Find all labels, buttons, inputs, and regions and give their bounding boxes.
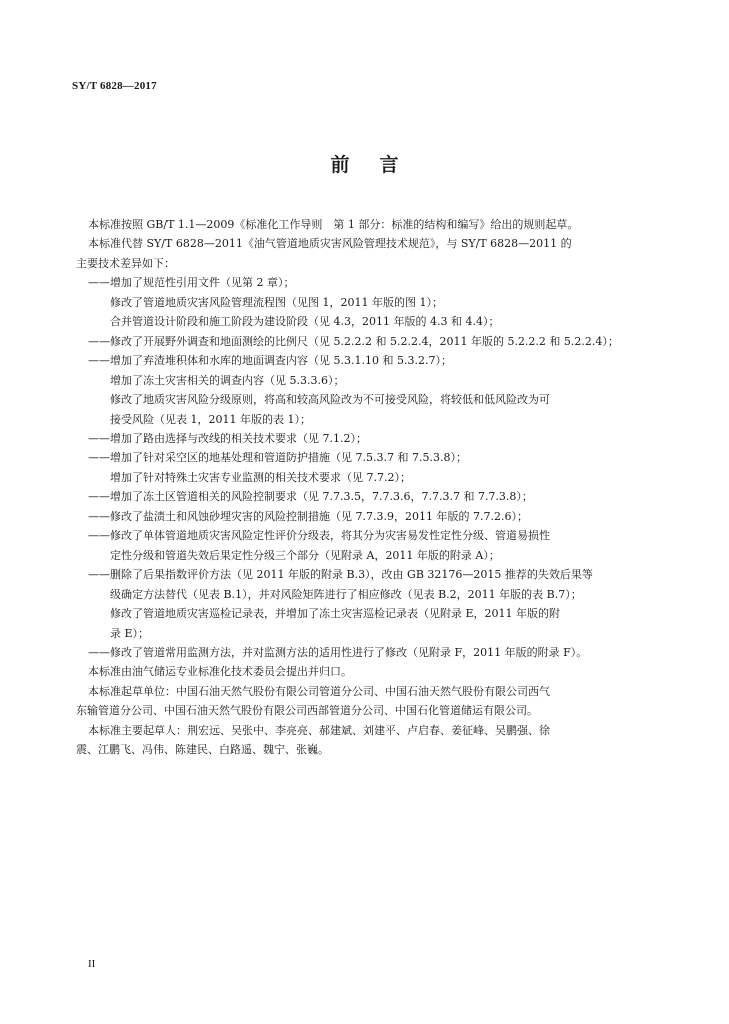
change-text: 合并管道设计阶段和施工阶段为建设阶段（见 4.3，2011 年版的 4.3 和 4.4）；	[110, 315, 500, 329]
change-text: 修改了管道常用监测方法，并对监测方法的适用性进行了修改（见附录 F，2011 年版的附录 F）。	[110, 645, 588, 659]
page-title	[0, 150, 729, 177]
dash-marker: ——	[88, 509, 110, 523]
change-text: 录 E）；	[110, 626, 150, 640]
change-item-line	[88, 390, 656, 409]
change-item-line	[88, 448, 656, 467]
change-text: 级确定方法替代（见表 B.1），并对风险矩阵进行了相应修改（见表 B.2，2011 年版的表 B.7）；	[110, 587, 582, 601]
change-item-line	[88, 624, 656, 643]
dash-marker: ——	[88, 645, 110, 659]
change-text: 修改了管道地质灾害风险管理流程图（见图 1，2011 年版的图 1）；	[110, 295, 443, 309]
closing-line: 本标准起草单位：中国石油天然气股份有限公司管道分公司、中国石油天然气股份有限公司西气	[88, 684, 550, 698]
dash-marker: ——	[88, 529, 110, 543]
closing-line: 本标准由油气储运专业标准化技术委员会提出并归口。	[88, 665, 352, 679]
change-item-line	[88, 410, 656, 429]
change-text: 修改了开展野外调查和地面测绘的比例尺（见 5.2.2.2 和 5.2.2.4，2011 年版的 5.2.2.2 和 5.2.2.4）；	[110, 334, 619, 348]
change-item-line	[88, 312, 656, 331]
change-item-line	[88, 546, 656, 565]
change-text: 定性分级和管道失效后果定性分级三个部分（见附录 A，2011 年版的附录 A）；	[110, 548, 500, 562]
dash-marker: ——	[88, 354, 110, 368]
change-item-line	[88, 565, 656, 584]
change-text: 增加了针对采空区的地基处理和管道防护措施（见 7.5.3.7 和 7.5.3.8）；	[110, 451, 467, 465]
change-text: 接受风险（见表 1，2011 年版的表 1）；	[110, 412, 311, 426]
dash-marker: ——	[88, 568, 110, 582]
change-item-line	[88, 429, 656, 448]
change-text: 增加了规范性引用文件（见第 2 章）；	[110, 276, 295, 290]
dash-marker: ——	[88, 276, 110, 290]
change-item-line	[88, 643, 656, 662]
change-item-line	[88, 351, 656, 370]
title-char-1: 前	[330, 154, 350, 176]
change-item-line	[88, 468, 656, 487]
change-text: 修改了单体管道地质灾害风险定性评价分级表，将其分为灾害易发性定性分级、管道易损性	[110, 529, 550, 543]
intro-line: 本标准代替 SY/T 6828—2011《油气管道地质灾害风险管理技术规范》，与 SY/T 6828—2011 的	[88, 237, 572, 251]
change-item-line	[88, 585, 656, 604]
closing-line: 东输管道分公司、中国石油天然气股份有限公司西部管道分公司、中国石化管道储运有限公司。	[76, 704, 538, 718]
change-item-line	[88, 332, 656, 351]
dash-marker: ——	[88, 334, 110, 348]
dash-marker: ——	[88, 451, 110, 465]
document-body	[76, 215, 656, 760]
dash-marker: ——	[88, 490, 110, 504]
standard-code: SY/T 6828—2017	[72, 80, 157, 92]
change-item-line	[88, 273, 656, 292]
changes-list	[88, 273, 656, 662]
closing-line: 震、江鹏飞、冯伟、陈建民、白路遥、魏宁、张巍。	[76, 743, 329, 757]
title-char-2: 言	[379, 154, 399, 176]
change-item-line	[88, 371, 656, 390]
page-number: II	[88, 958, 96, 970]
change-text: 修改了管道地质灾害巡检记录表，并增加了冻土灾害巡检记录表（见附录 E，2011 年版的附	[110, 607, 561, 621]
change-text: 增加了针对特殊土灾害专业监测的相关技术要求（见 7.7.2）；	[110, 470, 411, 484]
change-item-line	[88, 526, 656, 545]
change-text: 删除了后果指数评价方法（见 2011 年版的附录 B.3），改由 GB 32176—2015 推荐的失效后果等	[110, 568, 593, 582]
change-item-line	[88, 507, 656, 526]
change-item-line	[88, 487, 656, 506]
intro-line: 主要技术差异如下：	[76, 256, 175, 270]
dash-marker: ——	[88, 431, 110, 445]
closing-line: 本标准主要起草人：荆宏远、吴张中、李亮亮、郝建斌、刘建平、卢启春、姜征峰、吴鹏强、徐	[88, 723, 550, 737]
change-text: 修改了地质灾害风险分级原则，将高和较高风险改为不可接受风险，将较低和低风险改为可	[110, 393, 550, 407]
change-text: 增加了冻土灾害相关的调查内容（见 5.3.3.6）；	[110, 373, 345, 387]
change-item-line	[88, 293, 656, 312]
change-item-line	[88, 604, 656, 623]
intro-line: 本标准按照 GB/T 1.1—2009《标准化工作导则 第 1 部分：标准的结构和编写》给出的规则起草。	[88, 218, 579, 231]
change-text: 增加了弃渣堆积体和水库的地面调查内容（见 5.3.1.10 和 5.3.2.7）；	[110, 354, 452, 368]
change-text: 增加了路由选择与改线的相关技术要求（见 7.1.2）；	[110, 431, 367, 445]
change-text: 修改了盐渍土和风蚀砂埋灾害的风险控制措施（见 7.7.3.9，2011 年版的 7.7.2.6）；	[110, 509, 528, 523]
change-text: 增加了冻土区管道相关的风险控制要求（见 7.7.3.5，7.7.3.6，7.7.3.7 和 7.7.3.8）；	[110, 490, 533, 504]
